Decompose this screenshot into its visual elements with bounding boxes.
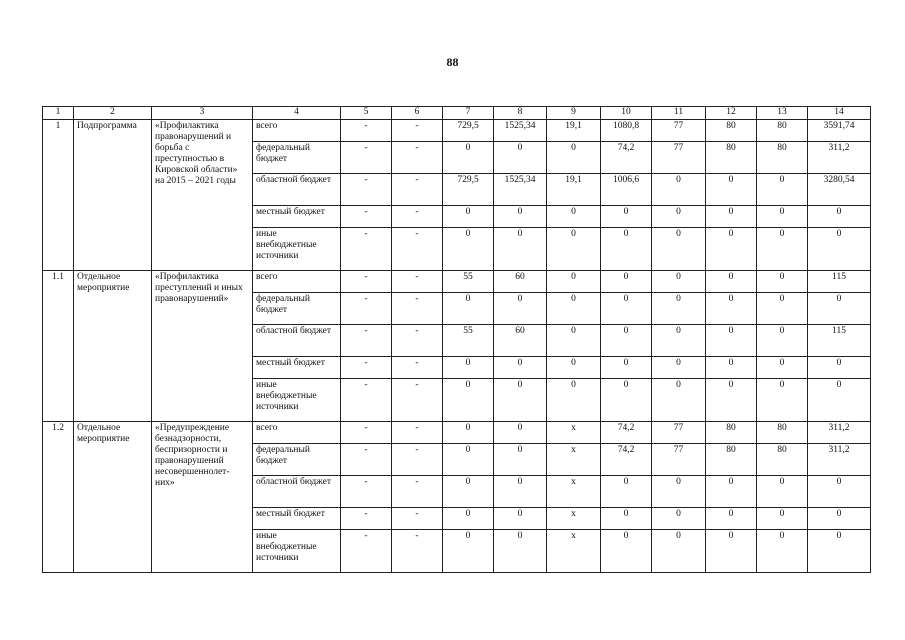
value-cell: 115 — [808, 271, 871, 293]
value-cell: 0 — [494, 379, 547, 422]
value-cell: 0 — [601, 325, 652, 357]
value-cell: 1006,6 — [601, 174, 652, 206]
value-cell: 729,5 — [443, 174, 494, 206]
header-cell: 11 — [652, 107, 706, 120]
value-cell: 0 — [443, 530, 494, 573]
funding-source-cell: местный бюджет — [253, 357, 341, 379]
value-cell: 80 — [757, 422, 808, 444]
value-cell: 0 — [808, 206, 871, 228]
value-cell: 115 — [808, 325, 871, 357]
value-cell: - — [341, 120, 392, 142]
value-cell: 0 — [757, 293, 808, 325]
value-cell: - — [392, 379, 443, 422]
value-cell: - — [392, 444, 443, 476]
value-cell: 0 — [443, 444, 494, 476]
value-cell: - — [392, 271, 443, 293]
value-cell: 74,2 — [601, 444, 652, 476]
value-cell: 0 — [547, 293, 601, 325]
row-type-cell: Отдельное мероприятие — [74, 271, 152, 422]
value-cell: 0 — [443, 508, 494, 530]
value-cell: 0 — [706, 174, 757, 206]
value-cell: 0 — [601, 228, 652, 271]
header-cell: 2 — [74, 107, 152, 120]
row-title-cell: «Профилактика правонарушений и борьба с преступностью в Кировской области» на 2015 – 2021 годы — [152, 120, 253, 271]
value-cell: х — [547, 530, 601, 573]
table-row — [43, 422, 871, 444]
row-type-cell: Отдельное мероприятие — [74, 422, 152, 573]
value-cell: 0 — [547, 206, 601, 228]
funding-source-cell: иные внебюджетные источники — [253, 228, 341, 271]
value-cell: 0 — [808, 228, 871, 271]
value-cell: 0 — [652, 206, 706, 228]
value-cell: 80 — [757, 142, 808, 174]
value-cell: 0 — [547, 325, 601, 357]
value-cell: 74,2 — [601, 142, 652, 174]
header-cell: 14 — [808, 107, 871, 120]
value-cell: 0 — [706, 530, 757, 573]
row-number-cell: 1.1 — [43, 271, 74, 422]
value-cell: - — [392, 357, 443, 379]
budget-table — [42, 106, 871, 573]
value-cell: - — [392, 508, 443, 530]
value-cell: 0 — [757, 228, 808, 271]
row-title-cell: «Профилактика преступлений и иных правонарушений» — [152, 271, 253, 422]
value-cell: 0 — [443, 357, 494, 379]
value-cell: 0 — [652, 379, 706, 422]
value-cell: 0 — [443, 228, 494, 271]
header-cell: 8 — [494, 107, 547, 120]
value-cell: 0 — [706, 206, 757, 228]
value-cell: 80 — [706, 142, 757, 174]
value-cell: х — [547, 444, 601, 476]
value-cell: 3280,54 — [808, 174, 871, 206]
table-row — [43, 271, 871, 293]
value-cell: 0 — [652, 228, 706, 271]
value-cell: 0 — [443, 142, 494, 174]
table-row — [43, 120, 871, 142]
row-type-cell: Подпрограмма — [74, 120, 152, 271]
value-cell: - — [341, 174, 392, 206]
value-cell: 0 — [652, 325, 706, 357]
value-cell: 0 — [757, 379, 808, 422]
value-cell: - — [341, 379, 392, 422]
value-cell: - — [341, 530, 392, 573]
value-cell: 1525,34 — [494, 174, 547, 206]
value-cell: 0 — [652, 476, 706, 508]
value-cell: 0 — [757, 271, 808, 293]
value-cell: 0 — [706, 228, 757, 271]
value-cell: 55 — [443, 271, 494, 293]
value-cell: 77 — [652, 422, 706, 444]
value-cell: 0 — [808, 476, 871, 508]
header-cell: 7 — [443, 107, 494, 120]
value-cell: 0 — [494, 206, 547, 228]
value-cell: 0 — [494, 228, 547, 271]
header-cell: 6 — [392, 107, 443, 120]
value-cell: 0 — [808, 293, 871, 325]
value-cell: 55 — [443, 325, 494, 357]
funding-source-cell: областной бюджет — [253, 476, 341, 508]
value-cell: 0 — [494, 422, 547, 444]
value-cell: - — [341, 422, 392, 444]
value-cell: 77 — [652, 142, 706, 174]
value-cell: 0 — [547, 357, 601, 379]
header-cell: 4 — [253, 107, 341, 120]
value-cell: 0 — [808, 357, 871, 379]
value-cell: 0 — [601, 379, 652, 422]
value-cell: 0 — [547, 228, 601, 271]
value-cell: 0 — [494, 444, 547, 476]
header-cell: 3 — [152, 107, 253, 120]
row-number-cell: 1 — [43, 120, 74, 271]
value-cell: - — [392, 228, 443, 271]
value-cell: 0 — [547, 379, 601, 422]
value-cell: 0 — [808, 530, 871, 573]
header-row — [43, 107, 871, 120]
value-cell: 80 — [706, 422, 757, 444]
value-cell: 0 — [443, 206, 494, 228]
value-cell: 0 — [757, 174, 808, 206]
value-cell: 0 — [547, 271, 601, 293]
value-cell: 0 — [443, 293, 494, 325]
value-cell: 0 — [652, 530, 706, 573]
funding-source-cell: местный бюджет — [253, 508, 341, 530]
header-cell: 5 — [341, 107, 392, 120]
header-cell: 12 — [706, 107, 757, 120]
value-cell: - — [392, 476, 443, 508]
value-cell: - — [341, 508, 392, 530]
value-cell: - — [341, 357, 392, 379]
value-cell: 0 — [706, 293, 757, 325]
funding-source-cell: иные внебюджетные источники — [253, 530, 341, 573]
value-cell: 0 — [443, 379, 494, 422]
value-cell: 0 — [652, 357, 706, 379]
value-cell: 0 — [601, 508, 652, 530]
value-cell: - — [341, 325, 392, 357]
value-cell: - — [341, 444, 392, 476]
value-cell: 80 — [757, 120, 808, 142]
funding-source-cell: всего — [253, 271, 341, 293]
row-title-cell: «Предупреждение безнадзорности, беспризорности и правонарушений несовершеннолет-них» — [152, 422, 253, 573]
value-cell: х — [547, 476, 601, 508]
funding-source-cell: федеральный бюджет — [253, 444, 341, 476]
value-cell: - — [392, 120, 443, 142]
page-number: 88 — [446, 55, 459, 69]
value-cell: 0 — [601, 530, 652, 573]
value-cell: 1080,8 — [601, 120, 652, 142]
value-cell: 0 — [547, 142, 601, 174]
funding-source-cell: областной бюджет — [253, 174, 341, 206]
value-cell: 0 — [757, 476, 808, 508]
value-cell: 0 — [808, 508, 871, 530]
value-cell: 0 — [494, 357, 547, 379]
value-cell: 0 — [601, 271, 652, 293]
value-cell: 0 — [652, 508, 706, 530]
funding-source-cell: федеральный бюджет — [253, 293, 341, 325]
value-cell: 19,1 — [547, 120, 601, 142]
value-cell: 80 — [757, 444, 808, 476]
value-cell: - — [392, 325, 443, 357]
value-cell: 80 — [706, 120, 757, 142]
value-cell: 311,2 — [808, 444, 871, 476]
value-cell: 0 — [494, 142, 547, 174]
value-cell: 0 — [601, 476, 652, 508]
value-cell: 0 — [757, 325, 808, 357]
value-cell: 0 — [706, 325, 757, 357]
value-cell: - — [341, 228, 392, 271]
value-cell: 0 — [443, 476, 494, 508]
value-cell: 0 — [808, 379, 871, 422]
value-cell: - — [341, 476, 392, 508]
funding-source-cell: всего — [253, 120, 341, 142]
value-cell: 77 — [652, 120, 706, 142]
header-cell: 1 — [43, 107, 74, 120]
value-cell: 0 — [757, 206, 808, 228]
value-cell: 0 — [494, 476, 547, 508]
value-cell: - — [341, 206, 392, 228]
value-cell: 19,1 — [547, 174, 601, 206]
value-cell: 77 — [652, 444, 706, 476]
value-cell: 60 — [494, 271, 547, 293]
value-cell: - — [392, 206, 443, 228]
funding-source-cell: местный бюджет — [253, 206, 341, 228]
value-cell: - — [392, 174, 443, 206]
value-cell: - — [392, 293, 443, 325]
value-cell: - — [392, 142, 443, 174]
value-cell: 0 — [601, 206, 652, 228]
header-cell: 13 — [757, 107, 808, 120]
value-cell: 311,2 — [808, 142, 871, 174]
value-cell: 0 — [757, 508, 808, 530]
value-cell: 0 — [706, 476, 757, 508]
value-cell: 0 — [706, 357, 757, 379]
value-cell: - — [341, 271, 392, 293]
value-cell: 74,2 — [601, 422, 652, 444]
value-cell: 0 — [757, 530, 808, 573]
value-cell: 0 — [601, 357, 652, 379]
value-cell: 0 — [494, 293, 547, 325]
value-cell: 0 — [652, 293, 706, 325]
header-cell: 10 — [601, 107, 652, 120]
value-cell: - — [341, 142, 392, 174]
value-cell: 0 — [601, 293, 652, 325]
value-cell: 0 — [706, 379, 757, 422]
value-cell: х — [547, 422, 601, 444]
value-cell: 0 — [494, 530, 547, 573]
funding-source-cell: иные внебюджетные источники — [253, 379, 341, 422]
funding-source-cell: федеральный бюджет — [253, 142, 341, 174]
value-cell: 3591,74 — [808, 120, 871, 142]
value-cell: 0 — [443, 422, 494, 444]
row-number-cell: 1.2 — [43, 422, 74, 573]
value-cell: 729,5 — [443, 120, 494, 142]
funding-source-cell: областной бюджет — [253, 325, 341, 357]
value-cell: 0 — [652, 271, 706, 293]
value-cell: х — [547, 508, 601, 530]
value-cell: 80 — [706, 444, 757, 476]
value-cell: 0 — [494, 508, 547, 530]
value-cell: 0 — [652, 174, 706, 206]
value-cell: 60 — [494, 325, 547, 357]
value-cell: 1525,34 — [494, 120, 547, 142]
value-cell: 0 — [706, 508, 757, 530]
value-cell: - — [392, 422, 443, 444]
value-cell: 0 — [757, 357, 808, 379]
value-cell: 311,2 — [808, 422, 871, 444]
value-cell: 0 — [706, 271, 757, 293]
value-cell: - — [341, 293, 392, 325]
funding-source-cell: всего — [253, 422, 341, 444]
header-cell: 9 — [547, 107, 601, 120]
value-cell: - — [392, 530, 443, 573]
